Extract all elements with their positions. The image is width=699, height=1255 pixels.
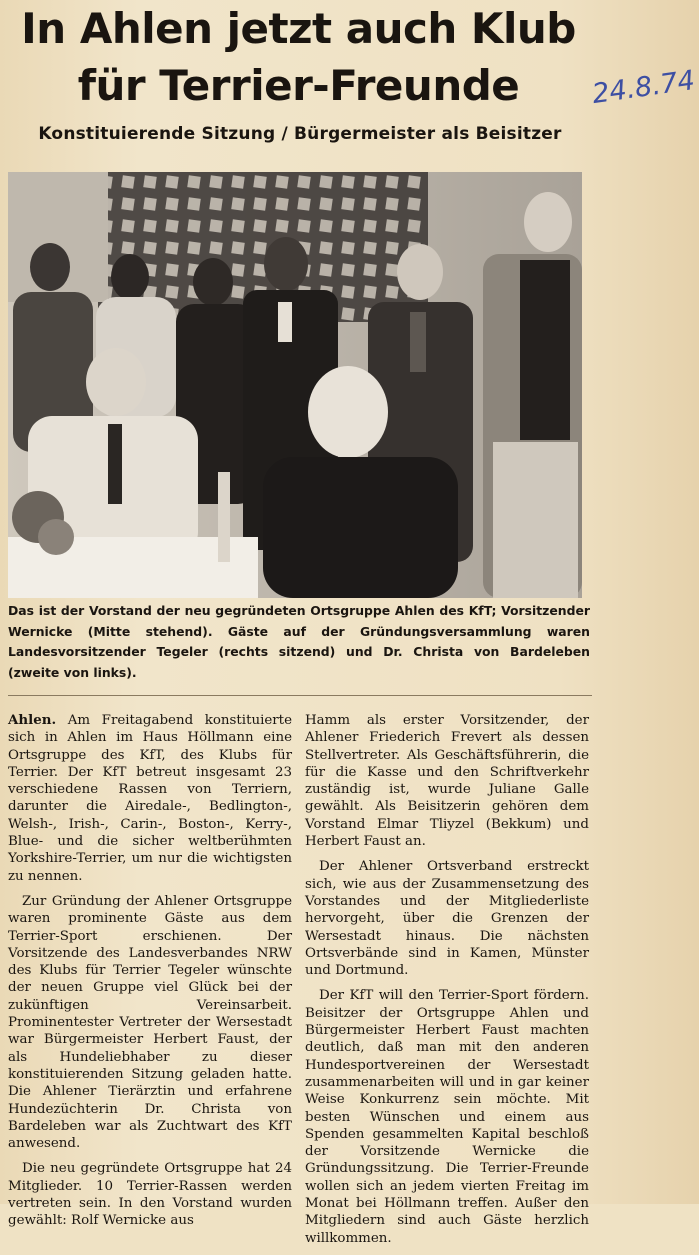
article-column-2 [305, 712, 589, 1255]
paragraph-text: Am Freitagabend konstituierte sich in Ahlen im Haus Höllmann eine Ortsgruppe des KfT, des Klubs für Terrier. Der KfT betreut insgesamt 23 verschiedene Rassen von Terriern, darunter die Airedale-, Bedlington-, Welsh-, Irish-, Carin-, Boston-, Kerry-, Blue- und die sicher weltberühmten Yorkshire-Terrier, um nur die wichtigsten zu nennen. [8, 713, 292, 884]
dateline: Ahlen. [8, 712, 57, 728]
paragraph: Die neu gegründete Ortsgruppe hat 24 Mitglieder. 10 Terrier-Rassen werden vertreten sein. In den Vorstand wurden gewählt: Rolf Wernicke aus [8, 1161, 292, 1229]
paragraph: Hamm als erster Vorsitzender, der Ahlener Friederich Frevert als dessen Stellvertreter. Als Geschäftsführerin, die für die Kasse und den Schriftverkehr zuständig ist, wurde Juliane Galle gewählt. Als Beisitzerin gehören dem Vorstand Elmar Tliyzel (Bekkum) und Herbert Faust an. [305, 713, 589, 850]
handwritten-date: 24.8.74 [590, 64, 697, 111]
photo-caption: Das ist der Vorstand der neu gegründeten Ortsgruppe Ahlen des KfT; Vorsitzender Wernicke (Mitte stehend). Gäste auf der Gründungsversammlung waren Landesvorsitzender Tegeler (rechts sitzend) und Dr. Christa von Bardeleben (zweite von links). [8, 603, 590, 680]
divider [8, 695, 592, 696]
article-column-1 [8, 712, 292, 1238]
subheadline: Konstituierende Sitzung / Bürgermeister als Beisitzer [38, 124, 562, 144]
paragraph: Zur Gründung der Ahlener Ortsgruppe waren prominente Gäste aus dem Terrier-Sport erschienen. Der Vorsitzende des Landesverbandes NRW des Klubs für Terrier Tegeler wünschte der neuen Gruppe viel Glück bei der zukünftigen Vereinsarbeit. Prominentester Vertreter der Wersestadt war Bürgermeister Herbert Faust, der als Hundeliebhaber zu dieser konstituierenden Sitzung geladen hatte. Die Ahlener Tierärztin und erfahrene Hundezüchterin Dr. Christa von Bardeleben war als Zuchtwart des KfT anwesend. [8, 893, 292, 1152]
headline-line-1: In Ahlen jetzt auch Klub [21, 4, 576, 53]
paragraph: Der KfT will den Terrier-Sport fördern. Beisitzer der Ortsgruppe Ahlen und Bürgermeister Herbert Faust machten deutlich, daß man mit den anderen Hundesportvereinen der Wersestadt zusammenarbeiten will und in gar keiner Weise Konkurrenz sein möchte. Mit besten Wünschen und einem aus Spenden gesammelten Kapital beschloß der Vorsitzende Wernicke die Gründungssitzung. Die Terrier-Freunde wollen sich an jedem vierten Freitag im Monat bei Höllmann treffen. Außer den Mitgliedern sind auch Gäste herzlich willkommen. [305, 988, 589, 1246]
paragraph [8, 712, 292, 885]
paragraph: Der Ahlener Ortsverband erstreckt sich, wie aus der Zusammensetzung des Vorstandes und der Mitgliederliste hervorgeht, über die Grenzen der Wersestadt hinaus. Die nächsten Ortsverbände sind in Kamen, Münster und Dortmund. [305, 859, 589, 979]
group-photo-image [8, 172, 582, 598]
headline-line-2: für Terrier-Freunde [77, 61, 520, 110]
group-photo [8, 172, 582, 598]
headline [6, 0, 591, 114]
